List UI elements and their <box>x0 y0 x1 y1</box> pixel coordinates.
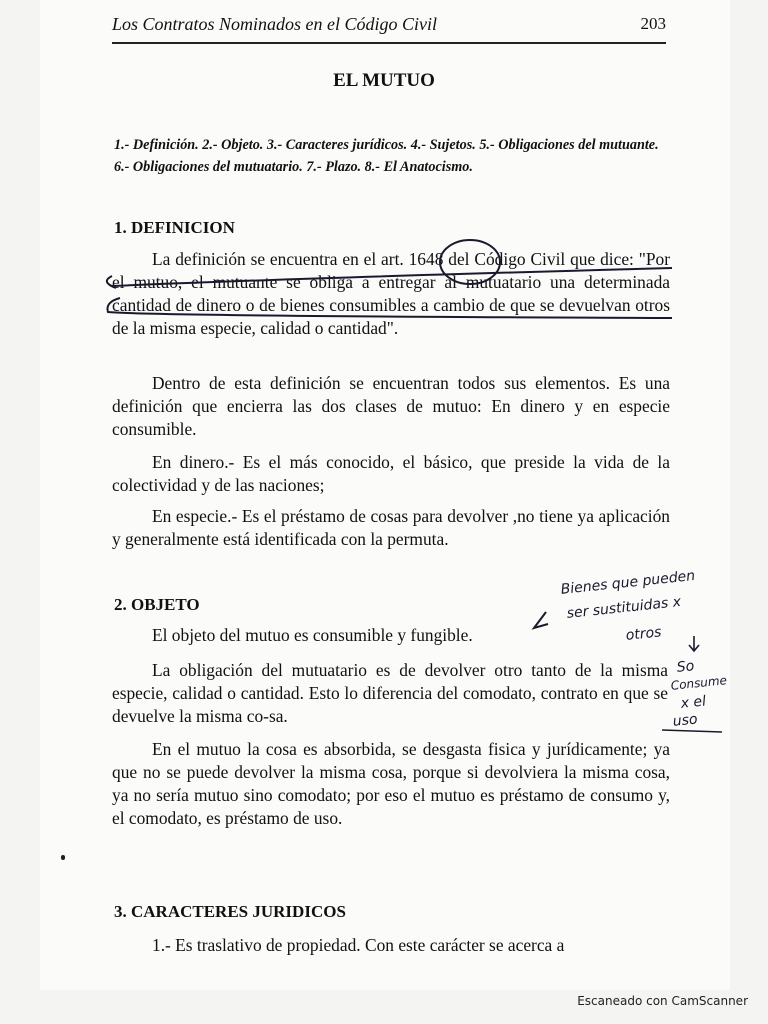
paragraph-especie: En especie.- Es el préstamo de cosas para devolver ,no tiene ya aplicación y generalmente está identificada con la permuta. <box>112 506 670 549</box>
underline-mark <box>108 298 673 318</box>
handwritten-note-line: So <box>676 658 696 676</box>
circle-mark <box>440 240 500 284</box>
handwritten-note-line: otros <box>625 624 663 644</box>
paragraph-absorbida: En el mutuo la cosa es absorbida, se desgasta fisica y jurídicamente; ya que no se puede devolver la misma cosa, porque si devolviera la misma cosa, ya no sería mutuo sino comodato; por eso el mutuo es préstamo de consumo y, el comodato, es préstamo de uso. <box>112 739 670 828</box>
arrow-mark <box>689 636 699 651</box>
scan-speck <box>61 855 65 860</box>
scanner-watermark: Escaneado con CamScanner <box>577 994 748 1008</box>
section-heading-caracteres: 3. CARACTERES JURIDICOS <box>114 902 346 921</box>
paragraph-traslativo: 1.- Es traslativo de propiedad. Con este carácter se acerca a <box>152 935 565 955</box>
chapter-summary: 1.- Definición. 2.- Objeto. 3.- Caracteres jurídicos. 4.- Sujetos. 5.- Obligaciones del mutuante. 6.- Obligaciones del mutuatario. 7.- Plazo. 8.- El Anatocismo. <box>114 137 659 175</box>
handwritten-note-line: ser sustituidas x <box>566 594 682 622</box>
handwritten-note-line: Consume <box>670 673 728 693</box>
paragraph-elements: Dentro de esta definición se encuentran todos sus elementos. Es una definición que encierra las dos clases de mutuo: En dinero y en especie consumible. <box>112 373 670 439</box>
paragraph-definition: La definición se encuentra en el art. 1648 del Código Civil que dice: "Por el mutuo, el mutuante se obliga a entregar al mutuatario una determinada cantidad de dinero o de bienes consumibles a cambio de que se devuelvan otros de la misma especie, calidad o cantidad". <box>112 249 670 338</box>
section-heading-objeto: 2. OBJETO <box>114 595 200 614</box>
handwritten-note-line: uso <box>672 711 699 730</box>
paragraph-dinero: En dinero.- Es el más conocido, el básico, que preside la vida de la colectividad y de las naciones; <box>112 452 670 495</box>
arrow-mark <box>534 612 548 628</box>
underline-mark <box>662 730 722 732</box>
paragraph-obligacion: La obligación del mutuatario es de devolver otro tanto de la misma especie, calidad o cantidad. Esto lo diferencia del comodato, contrato en que se devuelve la misma co-sa. <box>112 660 668 726</box>
page-number: 203 <box>640 14 666 33</box>
section-heading-definicion: 1. DEFINICION <box>114 218 235 237</box>
header-title: Los Contratos Nominados en el Código Civil <box>112 14 438 34</box>
chapter-title: EL MUTUO <box>333 70 435 91</box>
underline-mark <box>112 268 672 286</box>
handwritten-note-line: Bienes que pueden <box>560 567 696 598</box>
handwritten-note-line: x el <box>680 693 707 712</box>
paragraph-objeto: El objeto del mutuo es consumible y fungible. <box>152 625 473 645</box>
